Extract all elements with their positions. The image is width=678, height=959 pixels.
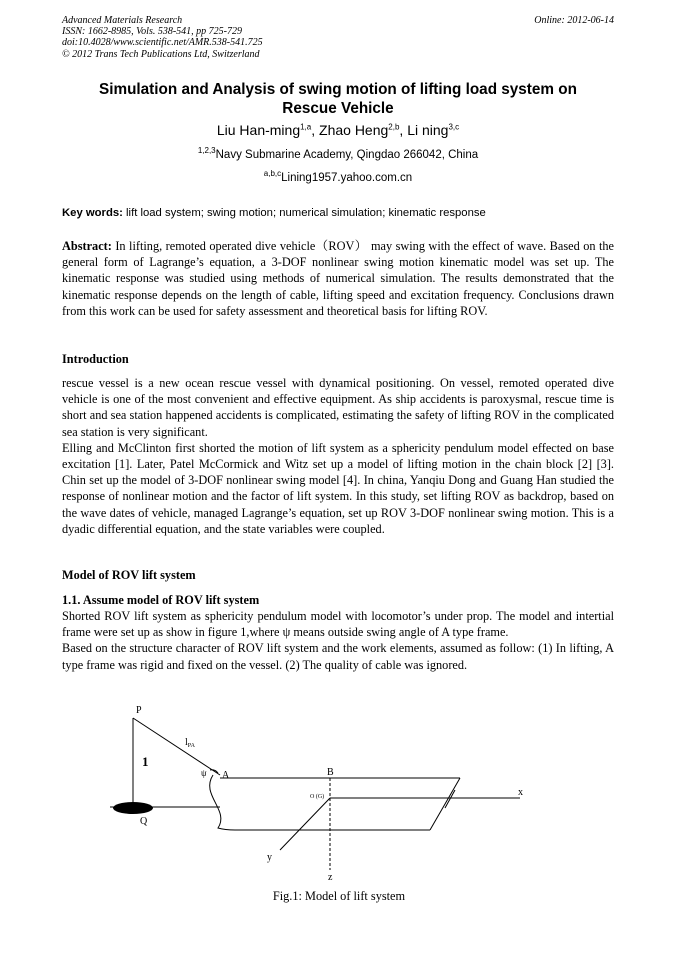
introduction-body bbox=[62, 375, 614, 537]
rov-body bbox=[113, 802, 153, 814]
author-list: Liu Han-ming$^{1,a}$, Zhao Heng$^{2,b}$, Li ning$^{3,c}$ bbox=[216, 122, 460, 138]
author-sup: 2,b bbox=[388, 122, 400, 132]
label-o: O (G) bbox=[310, 794, 325, 800]
copyright: © 2012 Trans Tech Publications Ltd, Switzerland bbox=[62, 48, 260, 60]
doi: doi:10.4028/www.scientific.net/AMR.538-541.725 bbox=[62, 37, 263, 49]
online-date: Online: 2012-06-14 bbox=[534, 15, 614, 26]
paragraph: Shorted ROV lift system as sphericity pendulum model with locomotor’s under prop. The model and intertial frame were set up as show in figure 1,where ψ means outside swing angle of A type frame. bbox=[62, 609, 614, 640]
label-p: P bbox=[136, 705, 142, 716]
bow-line bbox=[430, 778, 460, 830]
author-name: Zhao Heng bbox=[319, 122, 389, 138]
author-sup: 3,c bbox=[448, 122, 460, 132]
lift-system-diagram bbox=[100, 700, 580, 890]
section-heading: Model of ROV lift system bbox=[62, 568, 196, 582]
introduction-heading: Introduction bbox=[62, 352, 129, 366]
label-lpa bbox=[185, 737, 196, 749]
affiliation-sup: 1,2,3 bbox=[197, 146, 216, 156]
paper-title bbox=[62, 80, 614, 118]
paragraph: Based on the structure character of ROV lift system and the work elements, assumed as follow: (1) In lifting, A type frame was rigid and fixed on the vessel. (2) The quality of cable was ignored. bbox=[62, 641, 614, 672]
label-z: z bbox=[328, 872, 333, 883]
keywords-text: lift load system; swing motion; numerical simulation; kinematic response bbox=[122, 207, 486, 219]
author-sup: 1,a bbox=[300, 122, 312, 132]
label-lpa-main: l bbox=[185, 737, 188, 748]
label-b: B bbox=[327, 767, 334, 778]
abstract-label: Abstract: bbox=[62, 239, 112, 253]
label-x: x bbox=[518, 787, 523, 798]
label-one: 1 bbox=[142, 754, 149, 769]
keywords-label: Key words: bbox=[62, 207, 123, 219]
keywords bbox=[62, 207, 486, 219]
label-y: y bbox=[267, 852, 272, 863]
label-lpa-sub: PA bbox=[187, 743, 195, 749]
model-body bbox=[62, 608, 614, 673]
label-q: Q bbox=[140, 816, 148, 827]
paragraph: Elling and McClinton first shorted the motion of lift system as a sphericity pendulum model effected on base excitation [1]. Later, Patel McCormick and Witz set up a model of lifting motion in the chain block [2] [3]. Chin set up the model of 3-DOF nonlinear swing model [4]. In china, Yanqiu Dong and Guang Han studied the response of nonlinear motion and the factor of lift system. In this study, set lifting ROV as backdrop, based on the wave dates of vehicle, managed Lagrange’s equation, set up ROV 3-DOF nonlinear swing motion. This is a dyadic differential equation, and the state variables were coupled. bbox=[62, 440, 614, 536]
author-name: Liu Han-ming bbox=[216, 122, 301, 138]
email bbox=[62, 169, 614, 184]
y-axis bbox=[280, 798, 330, 850]
author-name: Li ning bbox=[407, 122, 449, 138]
email-sup: a,b,c bbox=[263, 169, 282, 179]
journal-header bbox=[62, 15, 263, 60]
x-arrow bbox=[445, 790, 455, 808]
figure-caption: Fig.1: Model of lift system bbox=[272, 889, 406, 903]
label-a: A bbox=[222, 770, 230, 781]
issn: ISSN: 1662-8985, Vols. 538-541, pp 725-729 bbox=[62, 26, 242, 38]
title-line-1: Simulation and Analysis of swing motion of lifting load system on bbox=[99, 81, 577, 98]
abstract-text: In lifting, remoted operated dive vehicle（ROV） may swing with the effect of wave. Based on the general form of Lagrange’s equation, a 3-DOF nonlinear swing motion kinematic model was set up. The kinematic response was studied using methods of numerical simulation. The results demonstrated that the kinematic response depends on the length of cable, lifting speed and excitation frequency. Conclusions drawn from this work can be used for safety assessment and theoretical basis for lifting ROV. bbox=[62, 239, 614, 318]
hull-left-curve bbox=[210, 775, 235, 830]
affiliation-text: Navy Submarine Academy, Qingdao 266042, China bbox=[215, 149, 479, 161]
label-psi: ψ bbox=[201, 768, 207, 778]
affiliation bbox=[62, 146, 614, 161]
journal-name: Advanced Materials Research bbox=[62, 15, 183, 26]
title-line-2: Rescue Vehicle bbox=[282, 100, 394, 117]
subsection-heading: 1.1. Assume model of ROV lift system bbox=[62, 593, 260, 607]
abstract bbox=[62, 238, 614, 319]
email-text: Lining1957.yahoo.com.cn bbox=[281, 172, 413, 184]
paragraph: rescue vessel is a new ocean rescue vessel with dynamical positioning. On vessel, remoted operated dive vehicle is one of the most convenient and effective equipment. As ship accidents is paroxysmal, rescue time is short and sea station happened accidents is complicated, estimating the safety of lifting ROV in the complicated sea station is very significant. bbox=[62, 376, 614, 439]
